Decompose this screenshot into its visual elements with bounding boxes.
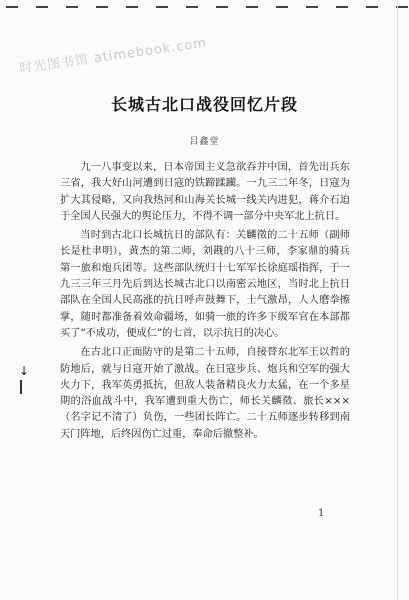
watermark: 时光图书馆 atimebook.com [18,35,208,77]
top-edge-dashes [0,6,409,8]
paragraph-3: 在古北口正面防守的是第二十五师，自接替东北军王以哲的防地后，就与日寇开始了激战。在日寇步兵、炮兵和空军的强大火力下，我军英勇抵抗，但敌人装备精良火力太猛，在一个多星期的浴血战斗中，我军遭到重大伤亡，师长关麟徵、旅长×××（名字记不清了）负伤，一些团长阵亡。二十五师逐步转移到南天门阵地，后终因伤亡过重，奉命后撤整补。 [60,347,350,440]
article-body [60,160,350,443]
margin-line [20,380,22,394]
author-name: 吕鑫堂 [189,137,220,147]
margin-annotation: ↓ [19,364,30,378]
article-title: 长城古北口战役回忆片段 [110,95,298,114]
paragraph-1: 九一八事变以来，日本帝国主义急欲吞并中国，首先出兵东三省，我大好山河遭到日寇的铁蹄蹂躏。一九三二年冬，日寇为扩大其侵略，又向我热河和山海关长城一线关内进犯，蒋介石迫于全国人民强大的舆论压力，不得不调一部分中央军北上抗日。 [60,162,350,222]
paragraph-2: 当时到古北口长城抗日的部队有：关麟徵的二十五师（副师长是杜聿明），黄杰的第二师，刘戡的八十三师，李家鼎的骑兵第一旅和炮兵团等。这些部队统归十七军军长徐庭瑶指挥，于一九三三年三月先后到达长城古北口以南密云地区，当时北上抗日部队在全国人民高涨的抗日呼声鼓舞下，士气激昂，人人磨拳擦掌，随时都准备着效命疆场，如骑一旅的许多下级军官在本部都买了“不成功，便成仁”的七首，以示抗日的决心。 [60,230,350,339]
page-number: 1 [318,508,325,519]
page-edge-line [397,0,398,600]
